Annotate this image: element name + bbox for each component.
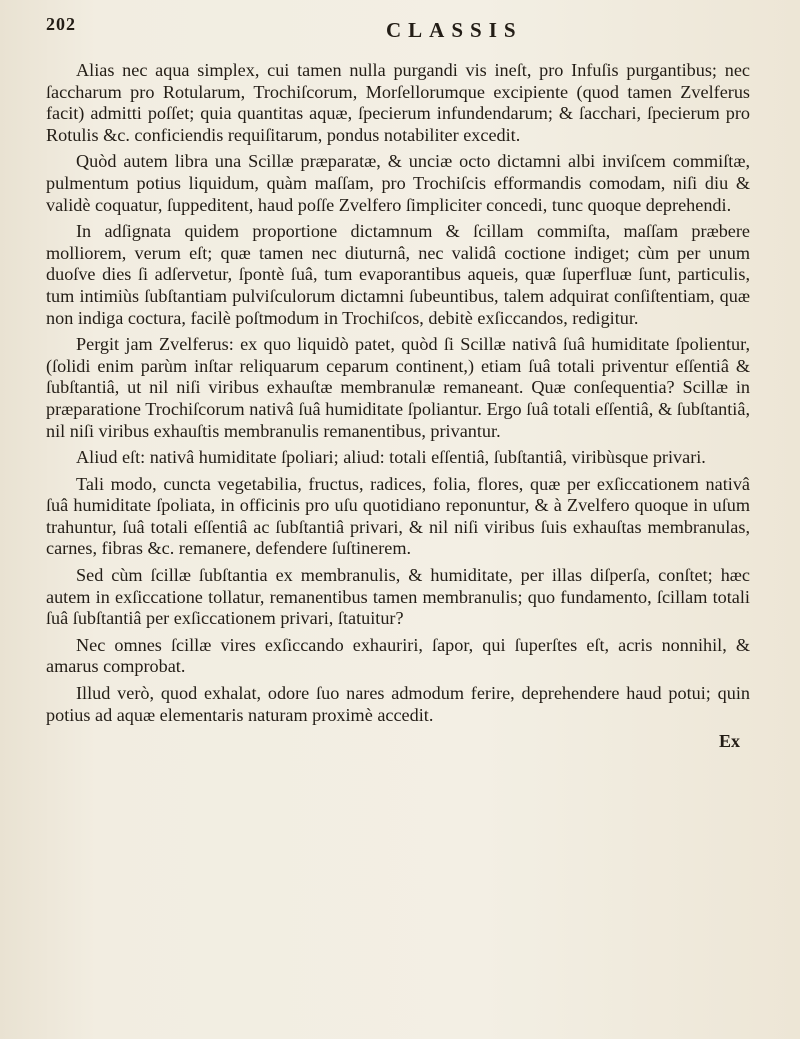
running-title: CLASSIS bbox=[386, 18, 523, 42]
page-header bbox=[46, 14, 750, 54]
paragraph: Aliud eſt: nativâ humiditate ſpoliari; aliud: totali eſſentiâ, ſubſtantiâ, viribùsque privari. bbox=[76, 447, 706, 468]
paragraph: Alias nec aqua simplex, cui tamen nulla purgandi vis ineſt, pro Infuſis purgantibus; nec ſaccharum pro Rotularum, Trochiſcorum, Morſellorumque excipiente (quod tamen Zvelferus facit) admitti poſſet; quia quantitas aquæ, ſpecierum infundendarum; & ſacchari, ſpecierum pro Rotulis &c. conficiendis requiſitarum, pondus notabiliter excedit. bbox=[46, 60, 750, 145]
page-body bbox=[46, 60, 750, 726]
paragraph: Quòd autem libra una Scillæ præparatæ, & unciæ octo dictamni albi inviſcem commiſtæ, pulmentum potius liquidum, quàm maſſam, pro Trochiſcis efformandis comodam, niſi diu & validè coquatur, ſuppeditent, haud poſſe Zvelfero ſimpliciter concedi, tunc quoque deprehendi. bbox=[46, 151, 750, 215]
paragraph: Sed cùm ſcillæ ſubſtantia ex membranulis, & humiditate, per illas diſperſa, conſtet; hæc autem in exſiccatione tollatur, remanentibus tamen membranulis; quo fundamento, ſcillam totali ſuâ ſubſtantiâ per exſiccationem privari, ſtatuitur? bbox=[46, 565, 750, 629]
paragraph: Tali modo, cuncta vegetabilia, fructus, radices, folia, flores, quæ per exſiccationem nativâ ſuâ humiditate ſpoliata, in officinis pro uſu quotidiano reponuntur, & à Zvelfero quoque in uſum trahuntur, ſuâ totali eſſentiâ ac ſubſtantiâ privari, & nil niſi viribus ſuis exhauſtas membranulas, carnes, fibras &c. remanere, defendere ſuſtinerem. bbox=[46, 473, 750, 559]
paragraph: Illud verò, quod exhalat, odore ſuo nares admodum ferire, deprehendere haud potui; quin potius ad aquæ elementaris naturam proximè accedit. bbox=[46, 683, 750, 725]
paragraph: Pergit jam Zvelferus: ex quo liquidò patet, quòd ſi Scillæ nativâ ſuâ humiditate ſpolientur, (ſolidi enim parùm inſtar reliquarum ceparum continent,) etiam ſuâ totali priventur eſſentiâ & ſubſtantiâ, ut nil niſi viribus exhauſtæ membranulæ remaneant. Quæ conſequentia? Scillæ in præparatione Trochiſcorum nativâ ſuâ humiditate ſpoliantur. Ergo ſuâ totali eſſentiâ, & ſubſtantiâ, nil niſi viribus exhauſtis membranulis remanentibus, privantur. bbox=[46, 334, 750, 441]
page-number: 202 bbox=[46, 14, 76, 34]
paragraph: In adſignata quidem proportione dictamnum & ſcillam commiſta, maſſam præbere molliorem, verum eſt; quæ tamen nec diuturnâ, nec validâ coctione indiget; cùm per unum duoſve dies ſi adſervetur, ſpontè ſuâ, tum evaporantibus aqueis, quæ ſuperfluæ ſunt, particulis, tum intimiùs ſubſtantiam pulviſculorum dictamni ſubeuntibus, talem adquirat conſiſtentiam, quæ non indiga coctura, facilè poſtmodum in Trochiſcos, debitè exſiccandos, redigitur. bbox=[46, 221, 750, 328]
paragraph: Nec omnes ſcillæ vires exſiccando exhauriri, ſapor, qui ſuperſtes eſt, acris nonnihil, & amarus comprobat. bbox=[46, 634, 750, 677]
catchword: Ex bbox=[718, 731, 740, 752]
